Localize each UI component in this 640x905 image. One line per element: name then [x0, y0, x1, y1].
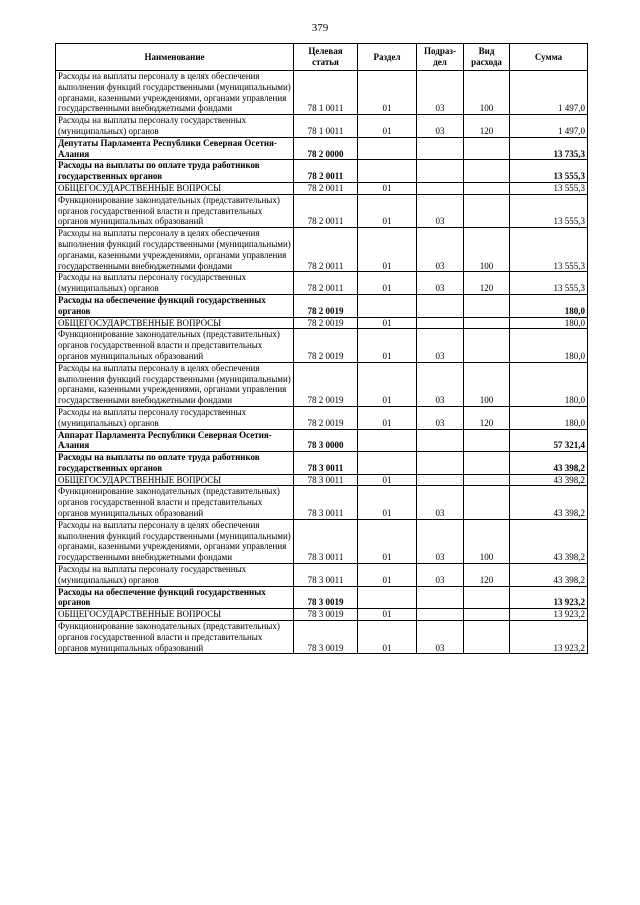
cell-subsection: [417, 429, 464, 452]
cell-code: 78 2 0011: [294, 228, 358, 272]
cell-section: [358, 160, 417, 183]
cell-code: 78 3 0011: [294, 519, 358, 563]
cell-subsection: [417, 160, 464, 183]
cell-section: [358, 452, 417, 475]
cell-sum: 180,0: [510, 294, 588, 317]
cell-type: 100: [464, 362, 510, 406]
cell-name: Функционирование законодательных (представительных) органов государственной власти и представительных органов муниципальных образований: [56, 194, 294, 227]
cell-name: Расходы на выплаты персоналу в целях обеспечения выполнения функций государственными (муниципальными) органами, казенными учреждениями, органами управления государственными внебюджетными фондами: [56, 519, 294, 563]
cell-sum: 13 555,3: [510, 182, 588, 194]
cell-type: [464, 182, 510, 194]
cell-subsection: [417, 294, 464, 317]
table-row: [56, 609, 588, 621]
cell-name: Расходы на выплаты персоналу в целях обеспечения выполнения функций государственными (муниципальными) органами, казенными учреждениями, органами управления государственными внебюджетными фондами: [56, 228, 294, 272]
cell-sum: 57 321,4: [510, 429, 588, 452]
cell-name: Расходы на обеспечение функций государственных органов: [56, 294, 294, 317]
cell-section: 01: [358, 519, 417, 563]
cell-code: 78 1 0011: [294, 115, 358, 138]
table-row: [56, 272, 588, 295]
cell-sum: 13 555,3: [510, 194, 588, 227]
cell-type: 100: [464, 228, 510, 272]
cell-sum: 43 398,2: [510, 519, 588, 563]
cell-subsection: 03: [417, 519, 464, 563]
cell-code: 78 3 0011: [294, 474, 358, 486]
cell-name: Аппарат Парламента Республики Северная Осетия-Алания: [56, 429, 294, 452]
table-row: [56, 452, 588, 475]
cell-name: Расходы на обеспечение функций государственных органов: [56, 586, 294, 609]
table-row: [56, 115, 588, 138]
cell-code: 78 2 0019: [294, 362, 358, 406]
cell-subsection: [417, 586, 464, 609]
cell-type: 120: [464, 406, 510, 429]
cell-section: 01: [358, 71, 417, 115]
cell-type: [464, 317, 510, 329]
table-row: [56, 406, 588, 429]
cell-name: Расходы на выплаты персоналу в целях обеспечения выполнения функций государственными (муниципальными) органами, казенными учреждениями, органами управления государственными внебюджетными фондами: [56, 71, 294, 115]
cell-type: [464, 429, 510, 452]
cell-type: 120: [464, 564, 510, 587]
cell-subsection: 03: [417, 115, 464, 138]
cell-code: 78 2 0019: [294, 406, 358, 429]
cell-sum: 1 497,0: [510, 115, 588, 138]
cell-code: 78 3 0011: [294, 486, 358, 519]
header-subsection: Подраз- дел: [417, 44, 464, 71]
cell-type: 120: [464, 272, 510, 295]
cell-code: 78 3 0019: [294, 586, 358, 609]
header-section: Раздел: [358, 44, 417, 71]
cell-subsection: 03: [417, 621, 464, 654]
cell-section: 01: [358, 621, 417, 654]
cell-type: [464, 160, 510, 183]
table-row: [56, 317, 588, 329]
header-name: Наименование: [56, 44, 294, 71]
cell-type: 100: [464, 519, 510, 563]
cell-subsection: [417, 474, 464, 486]
table-row: [56, 182, 588, 194]
cell-sum: 180,0: [510, 317, 588, 329]
cell-sum: 13 555,3: [510, 272, 588, 295]
cell-code: 78 2 0000: [294, 137, 358, 160]
cell-subsection: [417, 317, 464, 329]
cell-subsection: 03: [417, 272, 464, 295]
cell-name: Расходы на выплаты персоналу в целях обеспечения выполнения функций государственными (муниципальными) органами, казенными учреждениями, органами управления государственными внебюджетными фондами: [56, 362, 294, 406]
cell-name: Расходы на выплаты по оплате труда работников государственных органов: [56, 160, 294, 183]
cell-subsection: 03: [417, 194, 464, 227]
table-row: [56, 71, 588, 115]
cell-sum: 13 555,3: [510, 228, 588, 272]
cell-sum: 43 398,2: [510, 452, 588, 475]
cell-code: 78 3 0011: [294, 564, 358, 587]
table-row: [56, 429, 588, 452]
cell-section: 01: [358, 406, 417, 429]
table-row: [56, 228, 588, 272]
cell-section: [358, 429, 417, 452]
page-number: 379: [311, 22, 329, 34]
cell-code: 78 2 0011: [294, 182, 358, 194]
cell-name: ОБЩЕГОСУДАРСТВЕННЫЕ ВОПРОСЫ: [56, 182, 294, 194]
cell-section: 01: [358, 564, 417, 587]
cell-section: 01: [358, 362, 417, 406]
cell-subsection: 03: [417, 564, 464, 587]
cell-subsection: [417, 452, 464, 475]
cell-subsection: [417, 137, 464, 160]
cell-type: [464, 137, 510, 160]
cell-sum: 13 555,3: [510, 160, 588, 183]
table-row: [56, 194, 588, 227]
cell-name: Расходы на выплаты персоналу государственных (муниципальных) органов: [56, 115, 294, 138]
cell-type: 120: [464, 115, 510, 138]
cell-section: [358, 294, 417, 317]
cell-subsection: 03: [417, 71, 464, 115]
cell-section: 01: [358, 609, 417, 621]
table-row: [56, 362, 588, 406]
cell-section: 01: [358, 486, 417, 519]
cell-subsection: [417, 182, 464, 194]
table-row: [56, 137, 588, 160]
cell-subsection: 03: [417, 486, 464, 519]
cell-code: 78 3 0019: [294, 609, 358, 621]
cell-type: [464, 609, 510, 621]
table-row: [56, 474, 588, 486]
cell-name: Расходы на выплаты персоналу государственных (муниципальных) органов: [56, 272, 294, 295]
cell-subsection: 03: [417, 228, 464, 272]
cell-sum: 180,0: [510, 329, 588, 362]
cell-name: Расходы на выплаты персоналу государственных (муниципальных) органов: [56, 564, 294, 587]
cell-type: [464, 194, 510, 227]
cell-section: [358, 586, 417, 609]
table-row: [56, 519, 588, 563]
cell-name: ОБЩЕГОСУДАРСТВЕННЫЕ ВОПРОСЫ: [56, 474, 294, 486]
cell-sum: 43 398,2: [510, 564, 588, 587]
cell-name: Функционирование законодательных (представительных) органов государственной власти и представительных органов муниципальных образований: [56, 486, 294, 519]
cell-code: 78 2 0019: [294, 294, 358, 317]
cell-subsection: [417, 609, 464, 621]
table-row: [56, 564, 588, 587]
cell-subsection: 03: [417, 329, 464, 362]
header-sum: Сумма: [510, 44, 588, 71]
table-row: [56, 621, 588, 654]
table-row: [56, 294, 588, 317]
table-row: [56, 329, 588, 362]
cell-code: 78 3 0011: [294, 452, 358, 475]
cell-sum: 13 923,2: [510, 586, 588, 609]
cell-code: 78 2 0019: [294, 329, 358, 362]
cell-type: [464, 452, 510, 475]
cell-section: 01: [358, 272, 417, 295]
cell-sum: 1 497,0: [510, 71, 588, 115]
cell-subsection: 03: [417, 362, 464, 406]
cell-section: 01: [358, 317, 417, 329]
cell-section: 01: [358, 228, 417, 272]
cell-name: Депутаты Парламента Республики Северная Осетия-Алания: [56, 137, 294, 160]
header-code: Целевая статья: [294, 44, 358, 71]
table-body: [56, 71, 588, 654]
cell-section: 01: [358, 474, 417, 486]
table-row: [56, 486, 588, 519]
cell-type: [464, 586, 510, 609]
cell-subsection: 03: [417, 406, 464, 429]
cell-name: Расходы на выплаты по оплате труда работников государственных органов: [56, 452, 294, 475]
cell-code: 78 2 0011: [294, 160, 358, 183]
budget-table: [55, 43, 588, 654]
cell-sum: 180,0: [510, 362, 588, 406]
cell-sum: 180,0: [510, 406, 588, 429]
cell-type: [464, 329, 510, 362]
cell-code: 78 2 0019: [294, 317, 358, 329]
cell-name: ОБЩЕГОСУДАРСТВЕННЫЕ ВОПРОСЫ: [56, 609, 294, 621]
cell-section: [358, 137, 417, 160]
cell-section: 01: [358, 182, 417, 194]
cell-type: 100: [464, 71, 510, 115]
cell-sum: 43 398,2: [510, 474, 588, 486]
cell-type: [464, 486, 510, 519]
header-type: Вид расхода: [464, 44, 510, 71]
cell-code: 78 2 0011: [294, 272, 358, 295]
cell-type: [464, 294, 510, 317]
cell-sum: 43 398,2: [510, 486, 588, 519]
cell-sum: 13 735,3: [510, 137, 588, 160]
cell-sum: 13 923,2: [510, 621, 588, 654]
cell-sum: 13 923,2: [510, 609, 588, 621]
cell-code: 78 3 0000: [294, 429, 358, 452]
cell-code: 78 1 0011: [294, 71, 358, 115]
cell-section: 01: [358, 329, 417, 362]
cell-type: [464, 474, 510, 486]
cell-name: ОБЩЕГОСУДАРСТВЕННЫЕ ВОПРОСЫ: [56, 317, 294, 329]
cell-type: [464, 621, 510, 654]
cell-name: Расходы на выплаты персоналу государственных (муниципальных) органов: [56, 406, 294, 429]
cell-name: Функционирование законодательных (представительных) органов государственной власти и представительных органов муниципальных образований: [56, 621, 294, 654]
cell-name: Функционирование законодательных (представительных) органов государственной власти и представительных органов муниципальных образований: [56, 329, 294, 362]
cell-section: 01: [358, 194, 417, 227]
cell-section: 01: [358, 115, 417, 138]
cell-code: 78 3 0019: [294, 621, 358, 654]
cell-code: 78 2 0011: [294, 194, 358, 227]
table-header-row: [56, 44, 588, 71]
table-row: [56, 160, 588, 183]
table-row: [56, 586, 588, 609]
